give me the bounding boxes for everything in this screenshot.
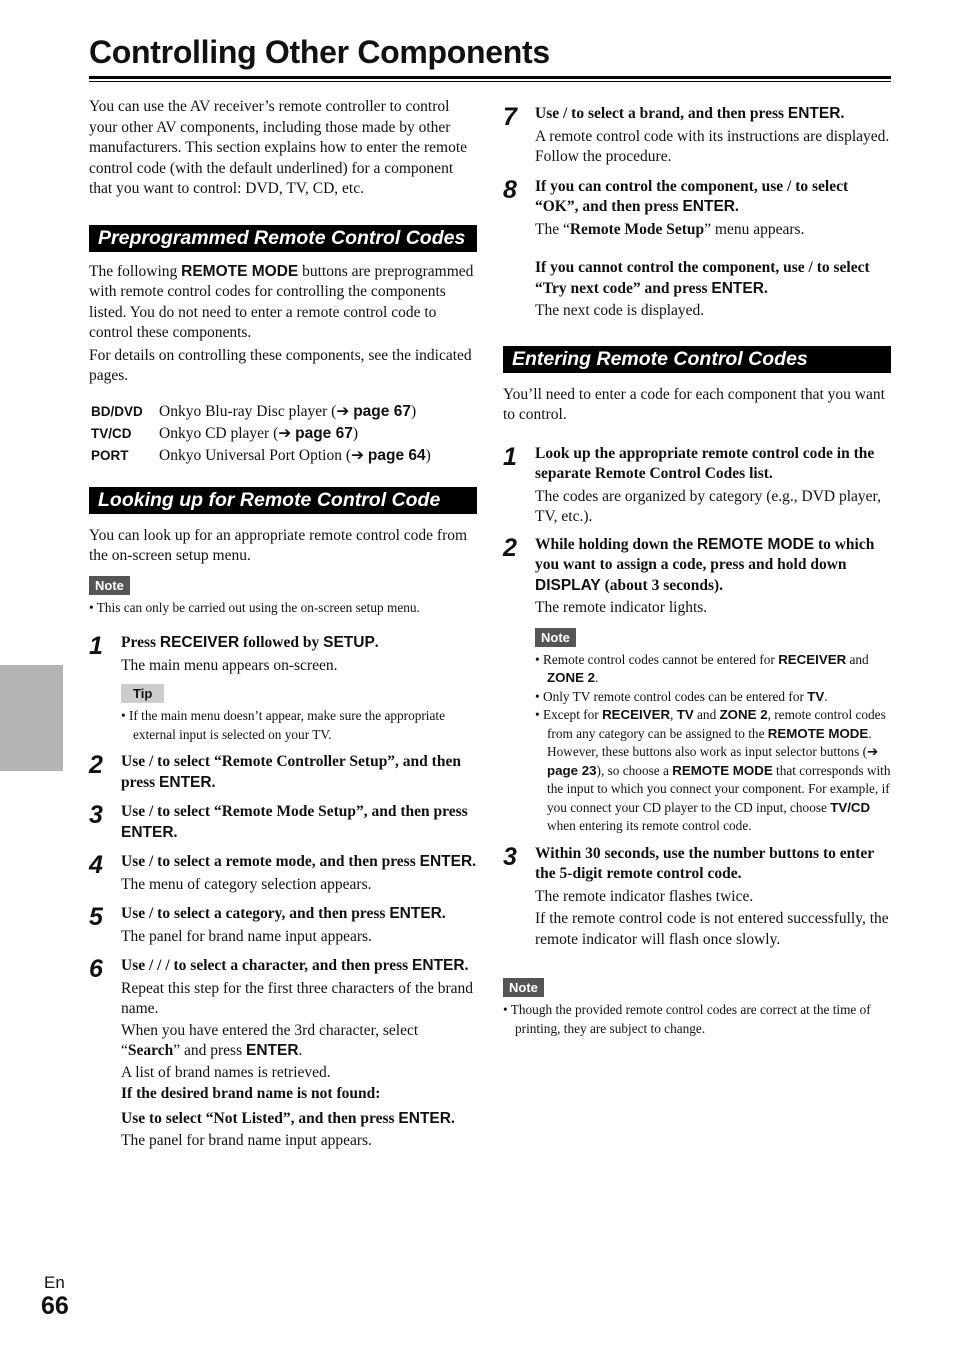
right-column [503,104,891,1038]
note-badge: Note [89,576,130,595]
table-row: BD/DVD Onkyo Blu-ray Disc player (➔ page 67) [91,402,417,420]
entering-intro: You’ll need to enter a code for each component that you want to control. [503,385,885,423]
step-7: 7 Use / to select a brand, and then press ENTER. A remote control code with its instructions are displayed. Follow the procedure. [503,103,890,165]
step-3: 3 Use / to select “Remote Mode Setup”, and then press ENTER. [89,801,468,841]
arrow-icon: ➔ [867,744,879,759]
footer-language: En [44,1273,65,1292]
section-heading-entering: Entering Remote Control Codes [503,346,891,373]
note-badge: Note [503,978,544,997]
enter-step-1: 1 Look up the appropriate remote control code in the separate Remote Control Codes list. The codes are organized by category (e.g., DVD player, TV, etc.). [503,442,881,525]
section-heading-looking-up: Looking up for Remote Control Code [89,487,477,514]
step-4: 4 Use / to select a remote mode, and then press ENTER. The menu of category selection appears. [89,851,477,893]
page-ref: page 67 [353,402,411,420]
section-side-tab [0,665,63,771]
note-badge: Note [535,628,576,647]
step-6: 6 Use / / / to select a character, and then press ENTER. Repeat this step for the first three characters of the brand name. When you have entered the 3rd character, select “Search” and press ENTER. A list of brand names is retrieved. If the desired brand name is not found: Use to select “Not Listed”, and then press ENTER. The panel for brand name input appears. [89,955,474,1149]
enter-step-3: 3 Within 30 seconds, use the number buttons to enter the 5-digit remote control code. The remote indicator flashes twice. If the remote control code is not entered successfully, the remote indicator will flash once slowly. [503,842,889,948]
section-heading-preprogrammed: Preprogrammed Remote Control Codes [89,225,477,252]
page-number: 66 [41,1292,69,1320]
tip-text: • If the main menu doesn’t appear, make sure the appropriate external input is selected on your TV. [121,708,445,742]
table-row: PORT Onkyo Universal Port Option (➔ page 64) [91,446,431,464]
step-1: 1 Press RECEIVER followed by SETUP. The main menu appears on-screen. Tip • If the main menu doesn’t appear, make sure the appropriate external input is selected on your TV. [89,633,477,744]
note-text: • This can only be carried out using the on-screen setup menu. [89,599,420,615]
note-item: • Only TV remote control codes can be entered for TV. [535,688,828,704]
page-ref: page 23 [547,762,597,778]
looking-up-intro: You can look up for an appropriate remote control code from the on-screen setup menu. [89,526,468,564]
title-rule-thin [89,81,891,82]
arrow-icon: ➔ [278,424,292,442]
note-item: • Remote control codes cannot be entered for RECEIVER and ZONE 2. [535,651,869,685]
final-note-text: • Though the provided remote control codes are correct at the time of printing, they are subject to change. [503,1002,871,1036]
step-2: 2 Use / to select “Remote Controller Setup”, and then press ENTER. [89,751,461,791]
preprogrammed-table [89,401,431,467]
tip-badge: Tip [121,684,164,703]
intro-paragraph: You can use the AV receiver’s remote controller to control your other AV components, including those made by other manufacturers. This section explains how to enter the remote control code (with the default underlined) for a component that you want to control: DVD, TV, CD, etc. [89,98,468,197]
preprogrammed-paragraph: The following REMOTE MODE buttons are preprogrammed with remote control codes for controlling the components listed. You do not need to enter a remote control code to control these components. [89,262,474,341]
arrow-icon: ➔ [336,402,350,420]
preprogrammed-details-paragraph: For details on controlling these components, see the indicated pages. [89,346,472,384]
enter-step-2: 2 While holding down the REMOTE MODE to which you want to assign a code, press and hold down DISPLAY (about 3 seconds). The remote indicator lights. Note • Remote control codes cannot be entered for RECEIVER and ZONE 2. • Only TV remote control codes can be entered for TV. • Except for RECEIVER, TV and ZONE 2, remote control codes from any category can be assigned to the REMOTE MODE. However, these buttons also work as input selector buttons (➔ page 23), so choose a REMOTE MODE that corresponds with the input to which you connect your component. For example, if you connect your CD player to the CD input, choose TV/CD when entering its remote control code. [503,535,891,836]
page-ref: page 64 [367,446,426,464]
remote-mode-key: REMOTE MODE [181,262,299,280]
arrow-icon: ➔ [351,446,365,464]
step-5: 5 Use / to select a category, and then press ENTER. The panel for brand name input appears. [89,903,446,945]
note-item: • Except for RECEIVER, TV and ZONE 2, remote control codes from any category can be assigned to the REMOTE MODE. However, these buttons also work as input selector buttons (➔ page 23), so choose a REMOTE MODE that corresponds with the input to which you connect your component. For example, if you connect your CD player to the CD input, choose TV/CD when entering its remote control code. [535,707,891,833]
page-title: Controlling Other Components [89,34,550,70]
page-ref: page 67 [295,424,353,442]
title-rule-thick [89,76,891,79]
table-row: TV/CD Onkyo CD player (➔ page 67) [91,424,359,442]
left-column [89,97,477,1152]
step-8: 8 If you can control the component, use / to select “OK”, and then press ENTER. The “Remote Mode Setup” menu appears. If you cannot control the component, use / to select “Try next code” and press ENTER. The next code is displayed. [503,175,870,319]
